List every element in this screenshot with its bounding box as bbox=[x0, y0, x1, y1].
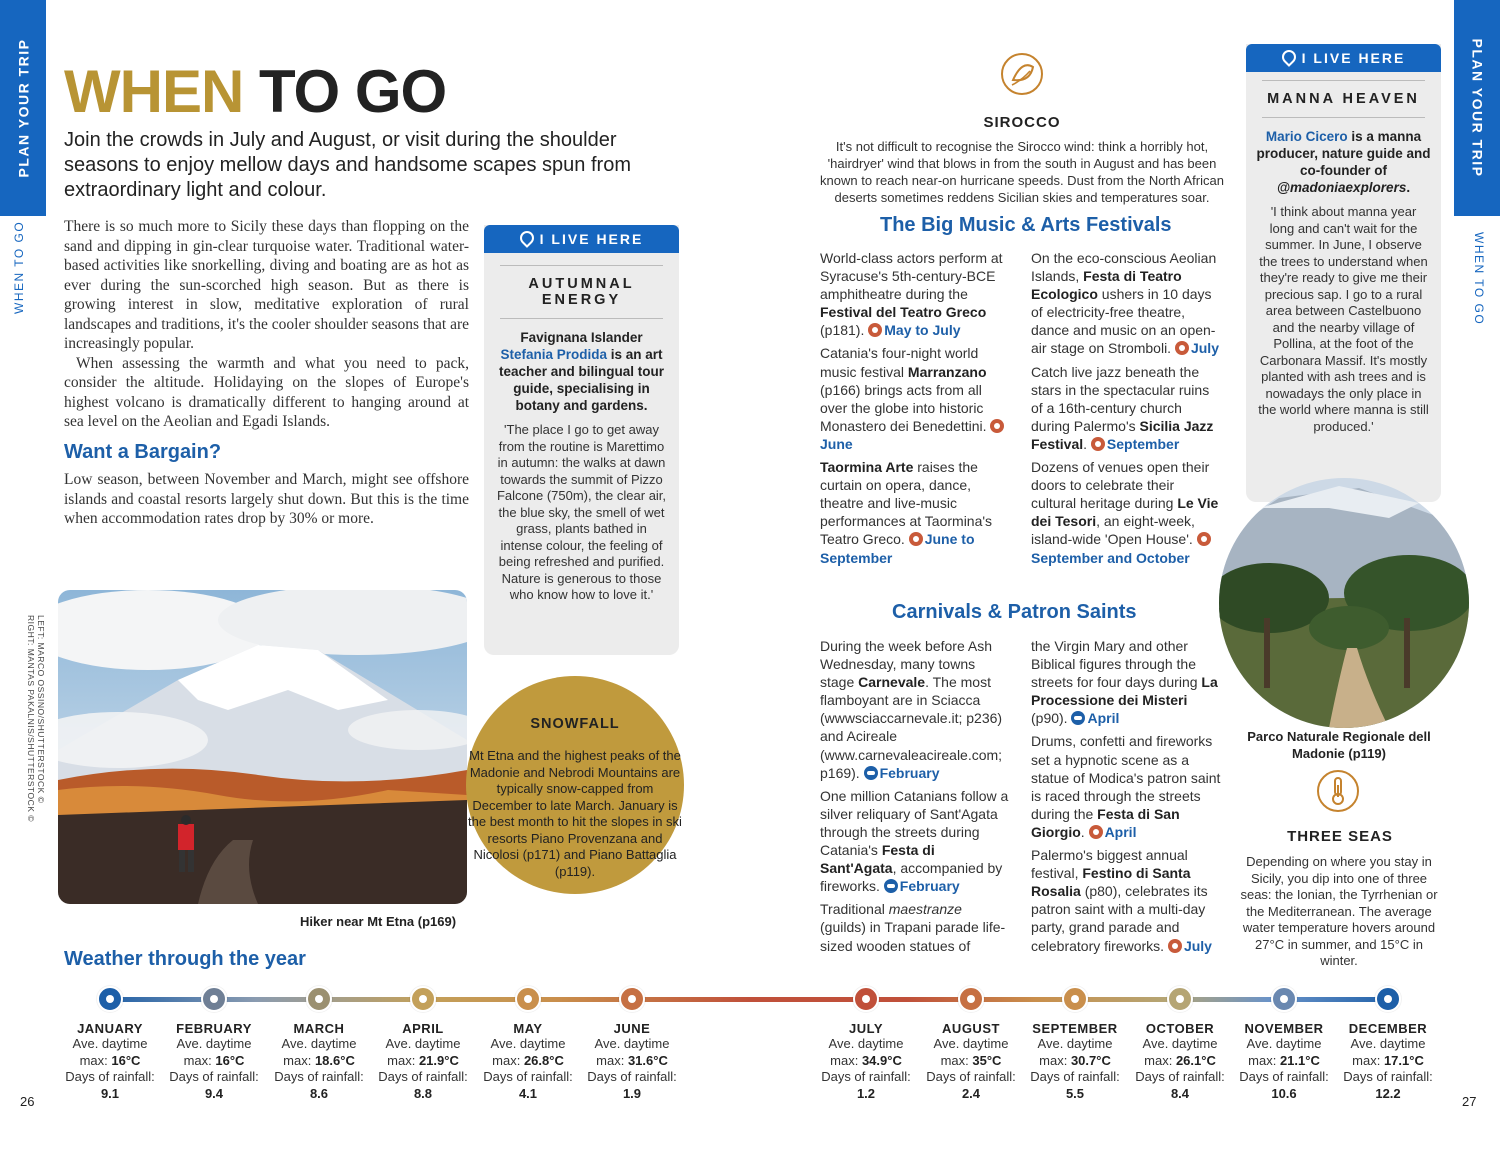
plan-your-trip-tab-left[interactable]: PLAN YOUR TRIP bbox=[0, 0, 46, 216]
rain-label: Days of rainfall: bbox=[169, 1069, 259, 1084]
rain-label: Days of rainfall: bbox=[378, 1069, 468, 1084]
weather-icon bbox=[958, 986, 984, 1012]
page-number-right: 27 bbox=[1462, 1094, 1477, 1109]
month-name: APRIL bbox=[402, 1021, 444, 1036]
sun-icon bbox=[1175, 341, 1189, 355]
cloud-icon bbox=[1071, 711, 1085, 725]
rain-label: Days of rainfall: bbox=[1343, 1069, 1433, 1084]
event-name: Festa di Teatro Ecologico bbox=[1031, 268, 1182, 303]
event-month: April bbox=[1087, 710, 1120, 727]
rain-value: 8.8 bbox=[413, 1085, 433, 1101]
event-month: September and October bbox=[1031, 549, 1190, 566]
madonie-park-photo bbox=[1219, 478, 1469, 728]
photo-credit: LEFT: MARCO OSSINO/SHUTTERSTOCK © RIGHT: MANTAS PAKALNIS/SHUTTERSTOCK © bbox=[26, 615, 46, 823]
snowfall-callout bbox=[466, 676, 684, 894]
event-name: Festival del Teatro Greco bbox=[820, 304, 987, 321]
card-author: Favignana Islander Stefania Prodida is an art teacher and bilingual tour guide, specialising in botany and gardens. bbox=[498, 330, 665, 413]
weather-month bbox=[480, 986, 576, 1102]
intro-text: Join the crowds in July and August, or visit during the shoulder seasons to enjoy mellow days and handsome scapes spun from extraordinary light and colour. bbox=[64, 129, 631, 201]
snowfall-text: Mt Etna and the highest peaks of the Madonie and Nebrodi Mountains are typically snow-capped from December to late March. January is the best month to hit the slopes in ski resorts Piano Provenzana and Nicolosi (p171) and Piano Battaglia (p119). bbox=[468, 748, 682, 879]
event-entry: One million Catanians follow a silver reliquary of Sant'Agata through the streets during Catania's Festa di Sant'Agata, accompanied by fireworks. February bbox=[820, 787, 1009, 895]
author-name: Mario Cicero bbox=[1265, 129, 1348, 144]
month-name: JUNE bbox=[613, 1021, 651, 1036]
weather-icon bbox=[1375, 986, 1401, 1012]
event-name: Sicilia Jazz Festival bbox=[1031, 417, 1214, 452]
weather-month bbox=[1132, 986, 1228, 1102]
event-month: June to September bbox=[820, 531, 975, 566]
rain-days bbox=[375, 1086, 471, 1103]
max-temp: max: 26.1°C bbox=[1144, 1052, 1216, 1068]
event-entry: On the eco-conscious Aeolian Islands, Festa di Teatro Ecologico ushers in 10 days of electricity-free theatre, dance and music on an open-air stage on Stromboli. July bbox=[1031, 250, 1219, 357]
max-value: 18.6°C bbox=[314, 1052, 355, 1068]
rain-label: Days of rainfall: bbox=[1239, 1069, 1329, 1084]
event-term: maestranze bbox=[888, 901, 962, 918]
card-quote: 'The place I go to get away from the routine is Marettimo in autumn: the walks at dawn towards the summit of Pizzo Falcone (750m), the clear air, the blue sky, the smell of wet grass, plants bathed in intense colour, the feeling of being refreshed and purified. Nature is generous to those who know how to love it.' bbox=[496, 422, 667, 602]
max-temp: max: 16°C bbox=[79, 1052, 141, 1068]
rain-label: Days of rainfall: bbox=[65, 1069, 155, 1084]
rain-days bbox=[1236, 1086, 1332, 1103]
max-value: 17.1°C bbox=[1383, 1052, 1424, 1068]
event-month: September bbox=[1106, 435, 1180, 452]
author-name: Stefania Prodida bbox=[500, 347, 607, 362]
weather-icon bbox=[619, 986, 645, 1012]
max-value: 26.8°C bbox=[523, 1052, 564, 1068]
event-month: May to July bbox=[884, 322, 961, 339]
event-name: Carnevale bbox=[858, 674, 926, 691]
rain-days bbox=[271, 1086, 367, 1103]
sirocco-title: SIROCCO bbox=[983, 114, 1061, 131]
rain-days bbox=[1132, 1086, 1228, 1103]
photo-caption: Parco Naturale Regionale dell Madonie (p119) bbox=[1247, 729, 1431, 761]
max-value: 31.6°C bbox=[627, 1052, 668, 1068]
ave-label: Ave. daytime bbox=[1037, 1036, 1113, 1051]
rain-label: Days of rainfall: bbox=[821, 1069, 911, 1084]
ave-label: Ave. daytime bbox=[594, 1036, 670, 1051]
max-temp: max: 34.9°C bbox=[830, 1052, 902, 1068]
carnivals-column-2 bbox=[1031, 637, 1221, 960]
ave-label: Ave. daytime bbox=[385, 1036, 461, 1051]
event-entry: Palermo's biggest annual festival, Festino di Santa Rosalia (p80), celebrates its patron saint with a multi-day party, grand parade and celebratory fireworks. July bbox=[1031, 847, 1212, 954]
three-seas-text: Depending on where you stay in Sicily, you dip into one of three seas: the Ionian, the Tyrrhenian or the Mediterranean. The average water temperature hovers around 27°C in summer, and 15°C in winter. bbox=[1240, 854, 1438, 968]
i-live-here-card-autumnal bbox=[484, 225, 679, 655]
event-entry: the Virgin Mary and other Biblical figures through the streets for four days during La Processione dei Misteri (p90). April bbox=[1031, 638, 1218, 727]
max-temp: max: 31.6°C bbox=[596, 1052, 668, 1068]
event-name: La Processione dei Misteri bbox=[1031, 674, 1218, 709]
max-value: 35°C bbox=[972, 1052, 1002, 1068]
event-entry: Drums, confetti and fireworks set a hypnotic scene as a statue of Modica's patron saint is raced through the streets during the Festa di San Giorgio. April bbox=[1031, 733, 1221, 840]
body-paragraph: There is so much more to Sicily these days than flopping on the sand and dipping in gin-clear turquoise water. Traditional water-based activities like snorkelling, diving and boating are as hot as ever during the sun-scorched high season. But as there is growing interest in slow, meditative exploration of rural landscapes and traditions, it's the cooler shoulder seasons that are increasingly popular. bbox=[64, 218, 469, 352]
weather-month bbox=[62, 986, 158, 1102]
max-temp: max: 21.9°C bbox=[387, 1052, 459, 1068]
sirocco-text: It's not difficult to recognise the Sirocco wind: think a horribly hot, 'hairdryer' wind that blows in from the south in August and has been known to reach near-on hurricane speeds. Dust from the North African deserts sometimes reddens Sicilian skies and temperatures soar. bbox=[820, 139, 1224, 205]
max-temp: max: 35°C bbox=[940, 1052, 1002, 1068]
ave-label: Ave. daytime bbox=[490, 1036, 566, 1051]
month-name: OCTOBER bbox=[1145, 1021, 1215, 1036]
rain-label: Days of rainfall: bbox=[274, 1069, 364, 1084]
card-quote: 'I think about manna year long and can't wait for the summer. In June, I observe the trees to understand when they're ready to give me their precious sap. I go to a rural area between Castelbuono and the nearby village of Pollina, at the foot of the Carbonara Massif. It's mostly planted with ash trees and is nowadays the only place in the world where manna is still produced.' bbox=[1258, 204, 1429, 434]
month-name: MAY bbox=[513, 1021, 543, 1036]
rain-label: Days of rainfall: bbox=[926, 1069, 1016, 1084]
weather-icon bbox=[97, 986, 123, 1012]
rain-label: Days of rainfall: bbox=[1135, 1069, 1225, 1084]
rain-value: 2.4 bbox=[961, 1085, 981, 1101]
event-name: Taormina Arte bbox=[820, 459, 914, 476]
max-value: 16°C bbox=[215, 1052, 245, 1068]
bargain-heading: Want a Bargain? bbox=[64, 441, 222, 463]
month-name: AUGUST bbox=[942, 1021, 1000, 1036]
ave-label: Ave. daytime bbox=[176, 1036, 252, 1051]
three-seas-title: THREE SEAS bbox=[1287, 828, 1393, 845]
rain-value: 8.6 bbox=[309, 1085, 329, 1101]
card-header: I LIVE HERE bbox=[1246, 44, 1441, 72]
event-entry: Catania's four-night world music festival Marranzano (p166) brings acts from all over the globe into historic Monastero dei Benedettini. June bbox=[820, 344, 1010, 453]
snowfall-title: SNOWFALL bbox=[530, 716, 620, 732]
event-entry: World-class actors perform at Syracuse's 5th-century-BCE amphitheatre during the Festival del Teatro Greco (p181). May to July bbox=[820, 250, 1003, 339]
rain-value: 8.4 bbox=[1170, 1085, 1190, 1101]
event-month: July bbox=[1183, 937, 1212, 954]
weather-icon bbox=[853, 986, 879, 1012]
weather-icon bbox=[306, 986, 332, 1012]
event-month: April bbox=[1104, 823, 1137, 840]
weather-icon bbox=[1167, 986, 1193, 1012]
max-value: 34.9°C bbox=[861, 1052, 902, 1068]
festivals-column-2 bbox=[1031, 249, 1221, 572]
max-value: 26.1°C bbox=[1175, 1052, 1216, 1068]
rain-value: 12.2 bbox=[1375, 1085, 1401, 1101]
rain-value: 4.1 bbox=[518, 1085, 538, 1101]
max-temp: max: 30.7°C bbox=[1039, 1052, 1111, 1068]
sun-icon bbox=[1197, 532, 1211, 546]
photo-caption: Hiker near Mt Etna (p169) bbox=[300, 914, 457, 929]
rain-days bbox=[480, 1086, 576, 1103]
event-month: February bbox=[879, 764, 940, 781]
event-name: Festa di Sant'Agata bbox=[820, 842, 935, 877]
month-name: FEBRUARY bbox=[176, 1021, 252, 1036]
section-label-right: WHEN TO GO bbox=[1472, 232, 1486, 326]
rain-value: 9.1 bbox=[100, 1085, 120, 1101]
event-name: Festino di Santa Rosalia bbox=[1031, 865, 1191, 900]
cloud-icon bbox=[884, 879, 898, 893]
weather-month bbox=[166, 986, 262, 1102]
ave-label: Ave. daytime bbox=[1350, 1036, 1426, 1051]
carnivals-heading: Carnivals & Patron Saints bbox=[892, 601, 1137, 623]
card-header: I LIVE HERE bbox=[484, 225, 679, 253]
weather-heading: Weather through the year bbox=[64, 948, 306, 970]
event-name: Le Vie dei Tesori bbox=[1031, 495, 1219, 530]
rain-days bbox=[584, 1086, 680, 1103]
weather-month bbox=[1236, 986, 1332, 1102]
sun-icon bbox=[990, 419, 1004, 433]
ave-label: Ave. daytime bbox=[933, 1036, 1009, 1051]
max-value: 30.7°C bbox=[1070, 1052, 1111, 1068]
festivals-heading: The Big Music & Arts Festivals bbox=[880, 214, 1172, 236]
body-paragraph: When assessing the warmth and what you need to pack, consider the altitude. Holidaying on the slopes of Europe's highest volcano is dramatically different to hanging around at sea level on the Aeolian and Egadi Islands. bbox=[64, 354, 469, 430]
page-title: WHEN TO GO bbox=[64, 58, 447, 125]
month-name: JULY bbox=[848, 1021, 884, 1036]
sun-icon bbox=[868, 323, 882, 337]
event-month: February bbox=[899, 878, 960, 895]
weather-month bbox=[818, 986, 914, 1102]
ave-label: Ave. daytime bbox=[828, 1036, 904, 1051]
location-pin-icon bbox=[517, 228, 537, 248]
weather-icon bbox=[1271, 986, 1297, 1012]
rain-label: Days of rainfall: bbox=[483, 1069, 573, 1084]
rain-label: Days of rainfall: bbox=[587, 1069, 677, 1084]
rain-value: 1.2 bbox=[856, 1085, 876, 1101]
rain-value: 9.4 bbox=[204, 1085, 224, 1101]
rain-days bbox=[818, 1086, 914, 1103]
rain-value: 5.5 bbox=[1065, 1085, 1085, 1101]
event-entry: During the week before Ash Wednesday, many towns stage Carnevale. The most flamboyant are in Sciacca (wwwsciaccarnevale.it; p236) and Acireale (www.carnevaleacireale.com; p169). February bbox=[820, 638, 1003, 781]
max-temp: max: 17.1°C bbox=[1352, 1052, 1424, 1068]
event-month: July bbox=[1190, 340, 1219, 357]
rain-days bbox=[166, 1086, 262, 1103]
weather-icon bbox=[515, 986, 541, 1012]
event-entry: Dozens of venues open their doors to celebrate their cultural heritage during Le Vie dei Tesori, an eight-week, island-wide 'Open House'. September and October bbox=[1031, 459, 1219, 566]
max-value: 21.9°C bbox=[418, 1052, 459, 1068]
weather-month bbox=[271, 986, 367, 1102]
max-value: 21.1°C bbox=[1279, 1052, 1320, 1068]
page-number-left: 26 bbox=[20, 1094, 35, 1109]
body-text bbox=[64, 217, 469, 432]
event-name: Marranzano bbox=[907, 363, 987, 380]
month-name: DECEMBER bbox=[1348, 1021, 1428, 1036]
max-temp: max: 16°C bbox=[183, 1052, 245, 1068]
sun-icon bbox=[1091, 437, 1105, 451]
rain-days bbox=[62, 1086, 158, 1103]
max-temp: max: 18.6°C bbox=[283, 1052, 355, 1068]
event-entry: Catch live jazz beneath the stars in the spectacular ruins of a 16th-century church during Palermo's Sicilia Jazz Festival. September bbox=[1031, 363, 1214, 452]
i-live-here-card-manna bbox=[1246, 44, 1441, 502]
rain-label: Days of rainfall: bbox=[1030, 1069, 1120, 1084]
weather-icon bbox=[410, 986, 436, 1012]
rain-value: 1.9 bbox=[622, 1085, 642, 1101]
wind-leaf-icon bbox=[1000, 52, 1044, 96]
thermometer-icon bbox=[1316, 769, 1360, 813]
month-name: SEPTEMBER bbox=[1032, 1021, 1118, 1036]
card-title: MANNA HEAVEN bbox=[1262, 80, 1425, 118]
weather-month bbox=[584, 986, 680, 1102]
location-pin-icon bbox=[1279, 47, 1299, 67]
section-label-left: WHEN TO GO bbox=[12, 220, 26, 314]
sun-icon bbox=[909, 532, 923, 546]
weather-icon bbox=[201, 986, 227, 1012]
month-name: JANUARY bbox=[77, 1021, 143, 1036]
ave-label: Ave. daytime bbox=[1246, 1036, 1322, 1051]
weather-month bbox=[1027, 986, 1123, 1102]
rain-days bbox=[923, 1086, 1019, 1103]
festivals-column-1 bbox=[820, 249, 1010, 572]
weather-month bbox=[375, 986, 471, 1102]
max-value: 16°C bbox=[111, 1052, 141, 1068]
rain-days bbox=[1027, 1086, 1123, 1103]
max-temp: max: 26.8°C bbox=[492, 1052, 564, 1068]
ave-label: Ave. daytime bbox=[281, 1036, 357, 1051]
card-author: Mario Cicero is a manna producer, nature guide and co-founder of @madoniaexplorers. bbox=[1256, 129, 1431, 195]
ave-label: Ave. daytime bbox=[72, 1036, 148, 1051]
rain-value: 10.6 bbox=[1271, 1085, 1297, 1101]
bargain-text: Low season, between November and March, might see offshore islands and coastal resorts largely shut down. But this is the time when accommodation rates drop by 30% or more. bbox=[64, 471, 469, 527]
event-name: Festa di San Giorgio bbox=[1031, 805, 1180, 840]
event-entry: Taormina Arte raises the curtain on opera, dance, theatre and live-music performances at Taormina's Teatro Greco. June to September bbox=[820, 459, 993, 566]
card-title: AUTUMNAL ENERGY bbox=[500, 265, 663, 319]
max-temp: max: 21.1°C bbox=[1248, 1052, 1320, 1068]
carnivals-column-1 bbox=[820, 637, 1010, 960]
weather-icon bbox=[1062, 986, 1088, 1012]
cloud-icon bbox=[864, 766, 878, 780]
ave-label: Ave. daytime bbox=[1142, 1036, 1218, 1051]
weather-month bbox=[923, 986, 1019, 1102]
etna-hiker-photo bbox=[58, 590, 467, 904]
month-name: NOVEMBER bbox=[1244, 1021, 1324, 1036]
rain-days bbox=[1340, 1086, 1436, 1103]
event-month: June bbox=[820, 435, 853, 452]
event-entry: Traditional maestranze (guilds) in Trapani parade life-sized wooden statues of bbox=[820, 901, 1006, 954]
sun-icon bbox=[1089, 825, 1103, 839]
plan-your-trip-tab-right[interactable]: PLAN YOUR TRIP bbox=[1454, 0, 1500, 216]
month-name: MARCH bbox=[293, 1021, 345, 1036]
sun-icon bbox=[1168, 939, 1182, 953]
weather-month bbox=[1340, 986, 1436, 1102]
